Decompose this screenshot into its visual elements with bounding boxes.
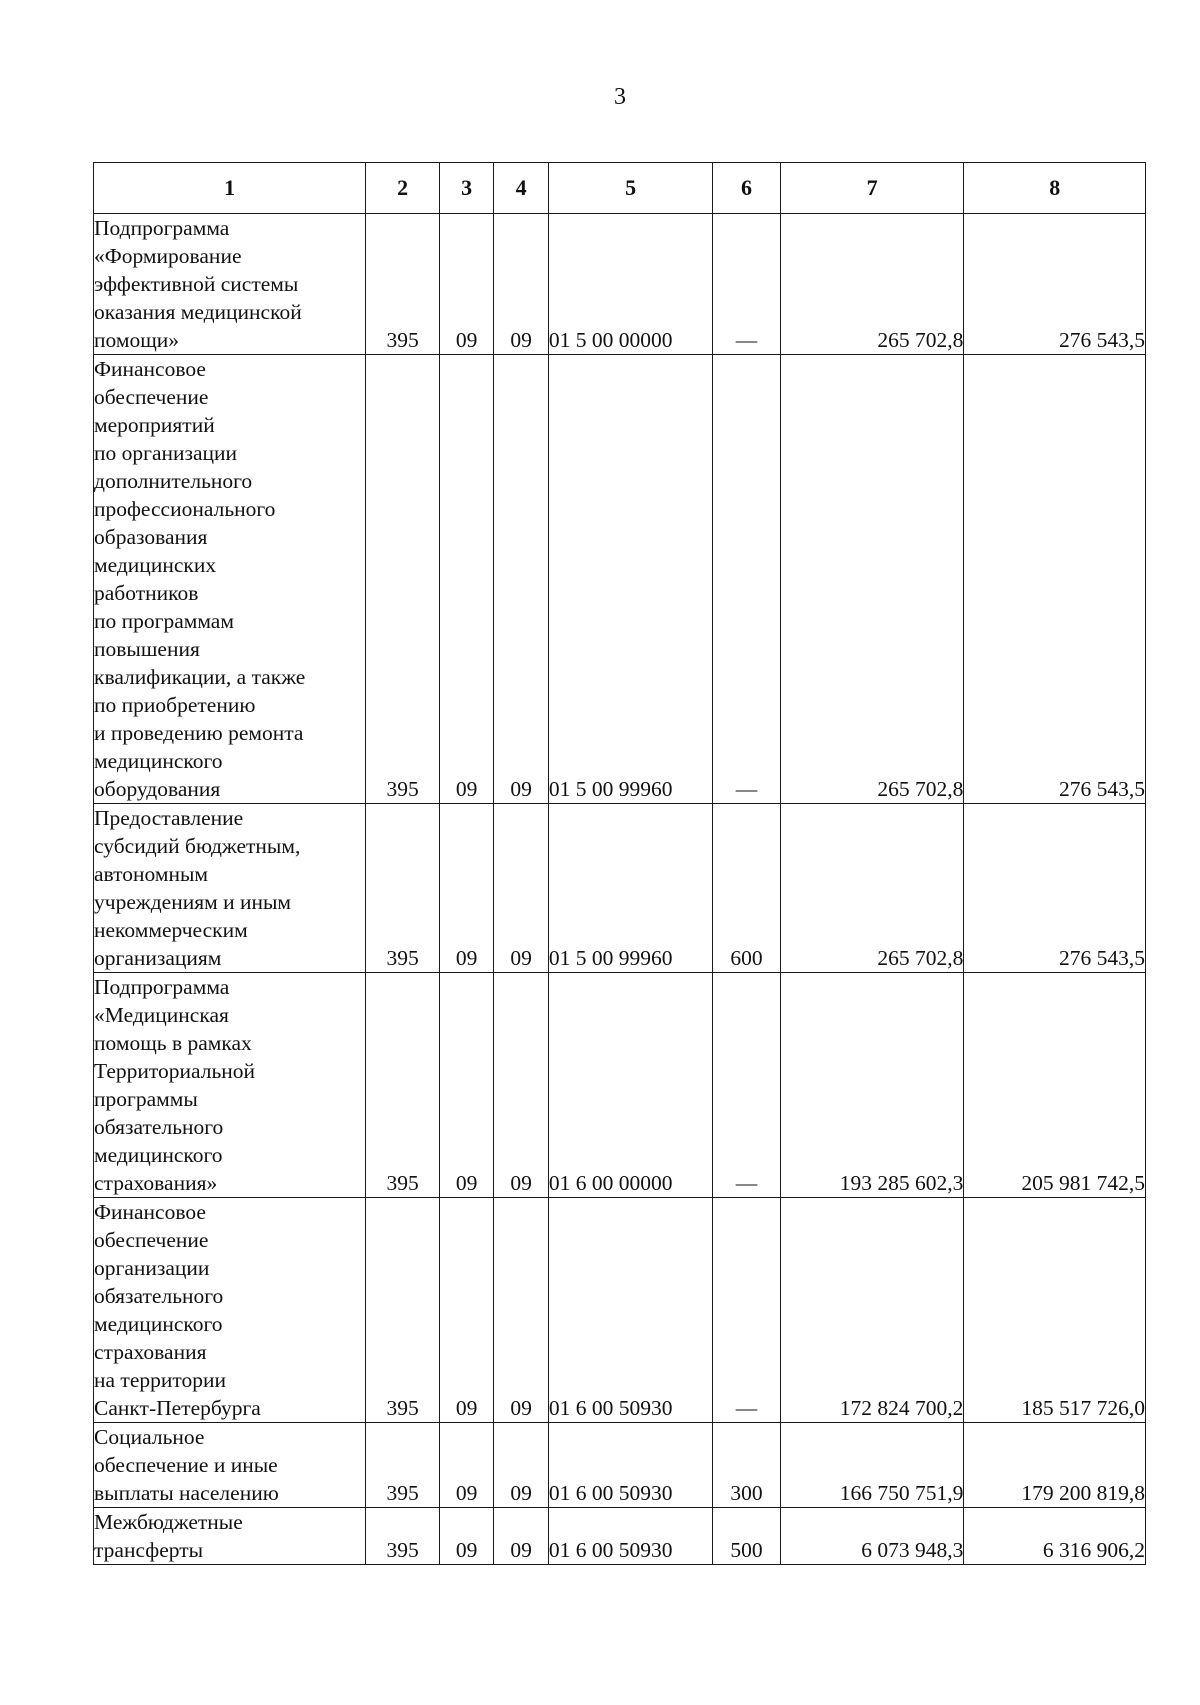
column-header: 1 (94, 163, 366, 214)
budget-table (93, 162, 1146, 1565)
cell-target-article: 01 6 00 50930 (548, 1508, 712, 1565)
name-line: мероприятий (94, 413, 215, 437)
column-header: 6 (713, 163, 781, 214)
name-line: дополнительного (94, 469, 253, 493)
cell-amount-col8: 276 543,5 (964, 804, 1146, 973)
cell-target-article: 01 6 00 50930 (548, 1198, 712, 1423)
table-row (94, 1508, 1146, 1565)
name-line: по программам (94, 609, 234, 633)
name-line: оказания медицинской (94, 300, 302, 324)
table-row (94, 1198, 1146, 1423)
cell-subsection: 09 (494, 973, 548, 1198)
cell-amount-col7: 265 702,8 (780, 214, 964, 355)
table-body (94, 214, 1146, 1565)
name-line: по приобретению (94, 693, 256, 717)
cell-amount-col7: 166 750 751,9 (780, 1423, 964, 1508)
cell-name (94, 1508, 366, 1565)
name-line: учреждениям и иным (94, 890, 292, 914)
cell-amount-col8: 276 543,5 (964, 355, 1146, 804)
name-line: профессионального (94, 497, 276, 521)
name-line: и проведению ремонта (94, 721, 304, 745)
cell-code-admin: 395 (366, 355, 440, 804)
name-line: Предоставление (94, 806, 244, 830)
name-line: помощи» (94, 328, 180, 352)
name-line: по организации (94, 441, 238, 465)
cell-target-article: 01 5 00 00000 (548, 214, 712, 355)
cell-name (94, 214, 366, 355)
name-line: Финансовое (94, 357, 206, 381)
cell-subsection: 09 (494, 355, 548, 804)
column-header: 3 (439, 163, 493, 214)
name-line: обязательного (94, 1115, 224, 1139)
table-row (94, 355, 1146, 804)
cell-name (94, 973, 366, 1198)
name-line: медицинского (94, 1143, 223, 1167)
cell-target-article: 01 5 00 99960 (548, 355, 712, 804)
column-header: 2 (366, 163, 440, 214)
name-line: обеспечение (94, 1228, 209, 1252)
cell-subsection: 09 (494, 1508, 548, 1565)
cell-expense-type: 300 (713, 1423, 781, 1508)
cell-amount-col8: 179 200 819,8 (964, 1423, 1146, 1508)
name-line: помощь в рамках (94, 1031, 252, 1055)
cell-subsection: 09 (494, 1423, 548, 1508)
cell-amount-col8: 6 316 906,2 (964, 1508, 1146, 1565)
name-line: обеспечение и иные (94, 1453, 278, 1477)
cell-expense-type: — (713, 214, 781, 355)
cell-section: 09 (439, 1508, 493, 1565)
cell-subsection: 09 (494, 214, 548, 355)
cell-target-article: 01 6 00 50930 (548, 1423, 712, 1508)
cell-code-admin: 395 (366, 1508, 440, 1565)
name-line: некоммерческим (94, 918, 248, 942)
name-line: Санкт-Петербурга (94, 1396, 261, 1420)
column-header: 8 (964, 163, 1146, 214)
name-line: медицинского (94, 749, 223, 773)
cell-code-admin: 395 (366, 973, 440, 1198)
cell-amount-col7: 172 824 700,2 (780, 1198, 964, 1423)
column-header: 4 (494, 163, 548, 214)
cell-expense-type: 600 (713, 804, 781, 973)
cell-code-admin: 395 (366, 1423, 440, 1508)
table-row (94, 973, 1146, 1198)
cell-amount-col7: 265 702,8 (780, 355, 964, 804)
cell-amount-col8: 205 981 742,5 (964, 973, 1146, 1198)
name-line: Подпрограмма (94, 216, 230, 240)
cell-section: 09 (439, 804, 493, 973)
cell-section: 09 (439, 973, 493, 1198)
cell-name (94, 804, 366, 973)
cell-subsection: 09 (494, 804, 548, 973)
cell-name (94, 1423, 366, 1508)
table-row (94, 214, 1146, 355)
name-line: повышения (94, 637, 200, 661)
cell-section: 09 (439, 1423, 493, 1508)
name-line: на территории (94, 1368, 226, 1392)
cell-section: 09 (439, 214, 493, 355)
cell-code-admin: 395 (366, 1198, 440, 1423)
cell-amount-col7: 6 073 948,3 (780, 1508, 964, 1565)
column-header: 7 (780, 163, 964, 214)
name-line: медицинских (94, 553, 217, 577)
page-number: 3 (614, 84, 626, 110)
table-row (94, 1423, 1146, 1508)
cell-section: 09 (439, 1198, 493, 1423)
name-line: медицинского (94, 1312, 223, 1336)
name-line: организации (94, 1256, 210, 1280)
name-line: образования (94, 525, 208, 549)
cell-subsection: 09 (494, 1198, 548, 1423)
cell-amount-col7: 193 285 602,3 (780, 973, 964, 1198)
name-line: автономным (94, 862, 209, 886)
cell-expense-type: 500 (713, 1508, 781, 1565)
cell-expense-type: — (713, 355, 781, 804)
name-line: организациям (94, 946, 222, 970)
cell-target-article: 01 6 00 00000 (548, 973, 712, 1198)
cell-code-admin: 395 (366, 214, 440, 355)
name-line: страхования» (94, 1171, 218, 1195)
name-line: программы (94, 1087, 198, 1111)
cell-expense-type: — (713, 973, 781, 1198)
cell-amount-col8: 276 543,5 (964, 214, 1146, 355)
name-line: Межбюджетные (94, 1510, 243, 1534)
column-header: 5 (548, 163, 712, 214)
name-line: работников (94, 581, 199, 605)
name-line: «Медицинская (94, 1003, 229, 1027)
name-line: выплаты населению (94, 1481, 279, 1505)
cell-section: 09 (439, 355, 493, 804)
name-line: Финансовое (94, 1200, 206, 1224)
name-line: эффективной системы (94, 272, 299, 296)
table-header-row (94, 163, 1146, 214)
name-line: страхования (94, 1340, 207, 1364)
cell-code-admin: 395 (366, 804, 440, 973)
name-line: квалификации, а также (94, 665, 306, 689)
cell-amount-col8: 185 517 726,0 (964, 1198, 1146, 1423)
cell-amount-col7: 265 702,8 (780, 804, 964, 973)
name-line: обеспечение (94, 385, 209, 409)
name-line: трансферты (94, 1538, 204, 1562)
cell-name (94, 355, 366, 804)
name-line: оборудования (94, 777, 221, 801)
cell-expense-type: — (713, 1198, 781, 1423)
name-line: субсидий бюджетным, (94, 834, 301, 858)
name-line: «Формирование (94, 244, 242, 268)
name-line: Территориальной (94, 1059, 256, 1083)
name-line: обязательного (94, 1284, 224, 1308)
cell-name (94, 1198, 366, 1423)
table-row (94, 804, 1146, 973)
name-line: Подпрограмма (94, 975, 230, 999)
cell-target-article: 01 5 00 99960 (548, 804, 712, 973)
name-line: Социальное (94, 1425, 205, 1449)
